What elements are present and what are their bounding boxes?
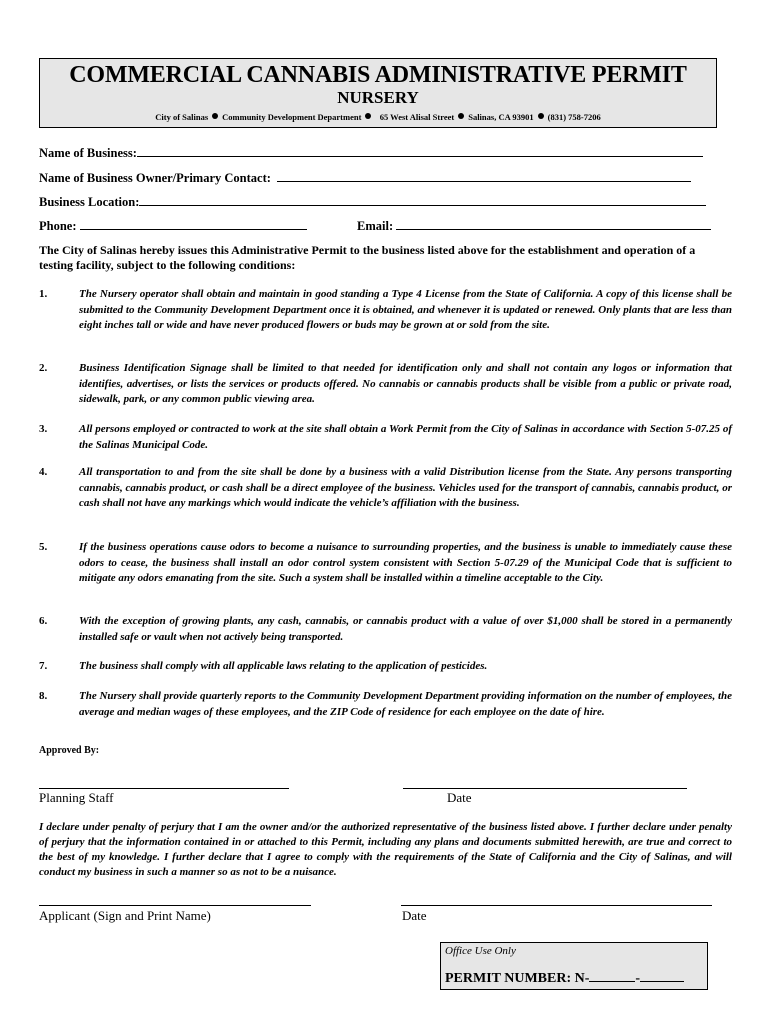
condition-number: 6. — [39, 615, 48, 627]
condition-text: The Nursery operator shall obtain and maintain in good standing a Type 4 License from the State of California. A copy of this license shall be submitted to the Community Development Department once it is obtained, and whenever it is updated or renewed. Only plants that are less than eight inches tall or wide and have never produced flowers or buds may be grown at or sold from the site. — [79, 288, 732, 331]
contact-city: City of Salinas — [155, 112, 209, 122]
declaration-text: I declare under penalty of perjury that I am the owner and/or the authorized representative of the business listed above. I further declare under penalty of perjury that the information contained in or attached to this Permit, including any plans and documents submitted herewith, are true and correct to the best of my knowledge. I further declare that I agree to comply with the requirements of the State of California and the City of Salinas, and will conduct my business in such a manner so as not to be a nuisance. — [39, 821, 732, 878]
condition-text: The Nursery shall provide quarterly reports to the Community Development Department providing information on the number of employees, the average and median wages of these employees, and the ZIP Code of residence for each employee on the date of hire. — [79, 690, 732, 718]
email-label: Email: — [357, 219, 394, 233]
contact-street: 65 West Alisal Street — [379, 112, 455, 122]
contact-city-zip: Salinas, CA 93901 — [468, 112, 534, 122]
condition-number: 2. — [39, 362, 48, 374]
permit-separator: - — [635, 971, 641, 986]
approval-date-label: Date — [447, 790, 472, 805]
condition-item — [39, 689, 732, 720]
contact-department: Community Development Department — [222, 112, 362, 122]
form-header — [39, 58, 717, 128]
business-name-row — [39, 146, 703, 161]
business-name-label: Name of Business: — [39, 146, 137, 160]
owner-contact-label: Name of Business Owner/Primary Contact: — [39, 171, 271, 185]
form-subtitle: NURSERY — [337, 88, 419, 107]
office-use-label: Office Use Only — [445, 945, 516, 957]
condition-item — [39, 659, 732, 675]
permit-number-part2[interactable] — [640, 969, 684, 982]
email-input[interactable] — [396, 219, 711, 230]
condition-number: 7. — [39, 660, 48, 672]
phone-label: Phone: — [39, 219, 77, 233]
bullet-icon — [538, 113, 544, 119]
business-name-input[interactable] — [137, 146, 703, 157]
condition-number: 8. — [39, 690, 48, 702]
form-title: COMMERCIAL CANNABIS ADMINISTRATIVE PERMIT — [69, 62, 687, 88]
permit-number — [445, 969, 684, 987]
location-input[interactable] — [139, 195, 706, 206]
phone-input[interactable] — [80, 219, 307, 230]
bullet-icon — [365, 113, 371, 119]
applicant-date-line[interactable] — [401, 905, 712, 906]
condition-text: Business Identification Signage shall be limited to that needed for identification only and shall not contain any logos or information that identifies, advertises, or lists the services or products offered. No cannabis or cannabis products shall be visible from a public or private road, sidewalk, park, or any common public viewing area. — [79, 362, 732, 405]
condition-text: The business shall comply with all applicable laws relating to the application of pesticides. — [79, 660, 488, 672]
condition-text: All transportation to and from the site shall be done by a business with a valid Distribution license from the State. Any persons transporting cannabis, cannabis product, or cash shall be a direct employee of the business. Vehicles used for the transport of cannabis, cannabis product, or cash shall not have any markings which would indicate the vehicle’s affiliation with the business. — [79, 466, 732, 509]
bullet-icon — [458, 113, 464, 119]
condition-number: 5. — [39, 541, 48, 553]
condition-item — [39, 422, 732, 453]
intro-text: The City of Salinas hereby issues this Administrative Permit to the business listed above for the establishment and operation of a testing facility, subject to the following conditions: — [39, 243, 696, 272]
condition-number: 4. — [39, 466, 48, 478]
applicant-signature-line[interactable] — [39, 905, 311, 906]
condition-text: With the exception of growing plants, any cash, cannabis, or cannabis product with a value of over $1,000 shall be stored in a permanently installed safe or vault when not actively being transported. — [79, 615, 732, 643]
condition-text: If the business operations cause odors to become a nuisance to surrounding properties, and the business is unable to immediately cause these odors to cease, the business shall install an odor control system consistent with Section 5-07.29 of the Municipal Code that is sufficient to mitigate any odors emanating from the site. Such a system shall be installed within a timeline acceptable to the City. — [79, 541, 732, 584]
bullet-icon — [212, 113, 218, 119]
owner-contact-input[interactable] — [277, 171, 691, 182]
email-row — [357, 219, 711, 234]
contact-phone: (831) 758-7206 — [547, 112, 601, 122]
condition-item — [39, 361, 732, 408]
approval-date-line[interactable] — [403, 788, 687, 789]
applicant-label: Applicant (Sign and Print Name) — [39, 908, 211, 923]
planning-staff-label: Planning Staff — [39, 790, 114, 805]
condition-item — [39, 287, 732, 334]
condition-number: 3. — [39, 423, 48, 435]
approved-by-label: Approved By: — [39, 745, 100, 756]
contact-info — [40, 110, 716, 124]
applicant-date-label: Date — [402, 908, 427, 923]
condition-item — [39, 465, 732, 512]
condition-item — [39, 614, 732, 645]
permit-number-part1[interactable] — [589, 969, 635, 982]
condition-text: All persons employed or contracted to work at the site shall obtain a Work Permit from the City of Salinas in accordance with Section 5-07.25 of the Salinas Municipal Code. — [79, 423, 732, 451]
office-use-box — [440, 942, 708, 990]
owner-contact-row — [39, 171, 691, 186]
phone-row — [39, 219, 307, 234]
location-row — [39, 195, 706, 210]
condition-item — [39, 540, 732, 587]
condition-number: 1. — [39, 288, 48, 300]
permit-number-label: PERMIT NUMBER: N- — [445, 971, 590, 986]
planning-staff-signature-line[interactable] — [39, 788, 289, 789]
location-label: Business Location: — [39, 195, 140, 209]
